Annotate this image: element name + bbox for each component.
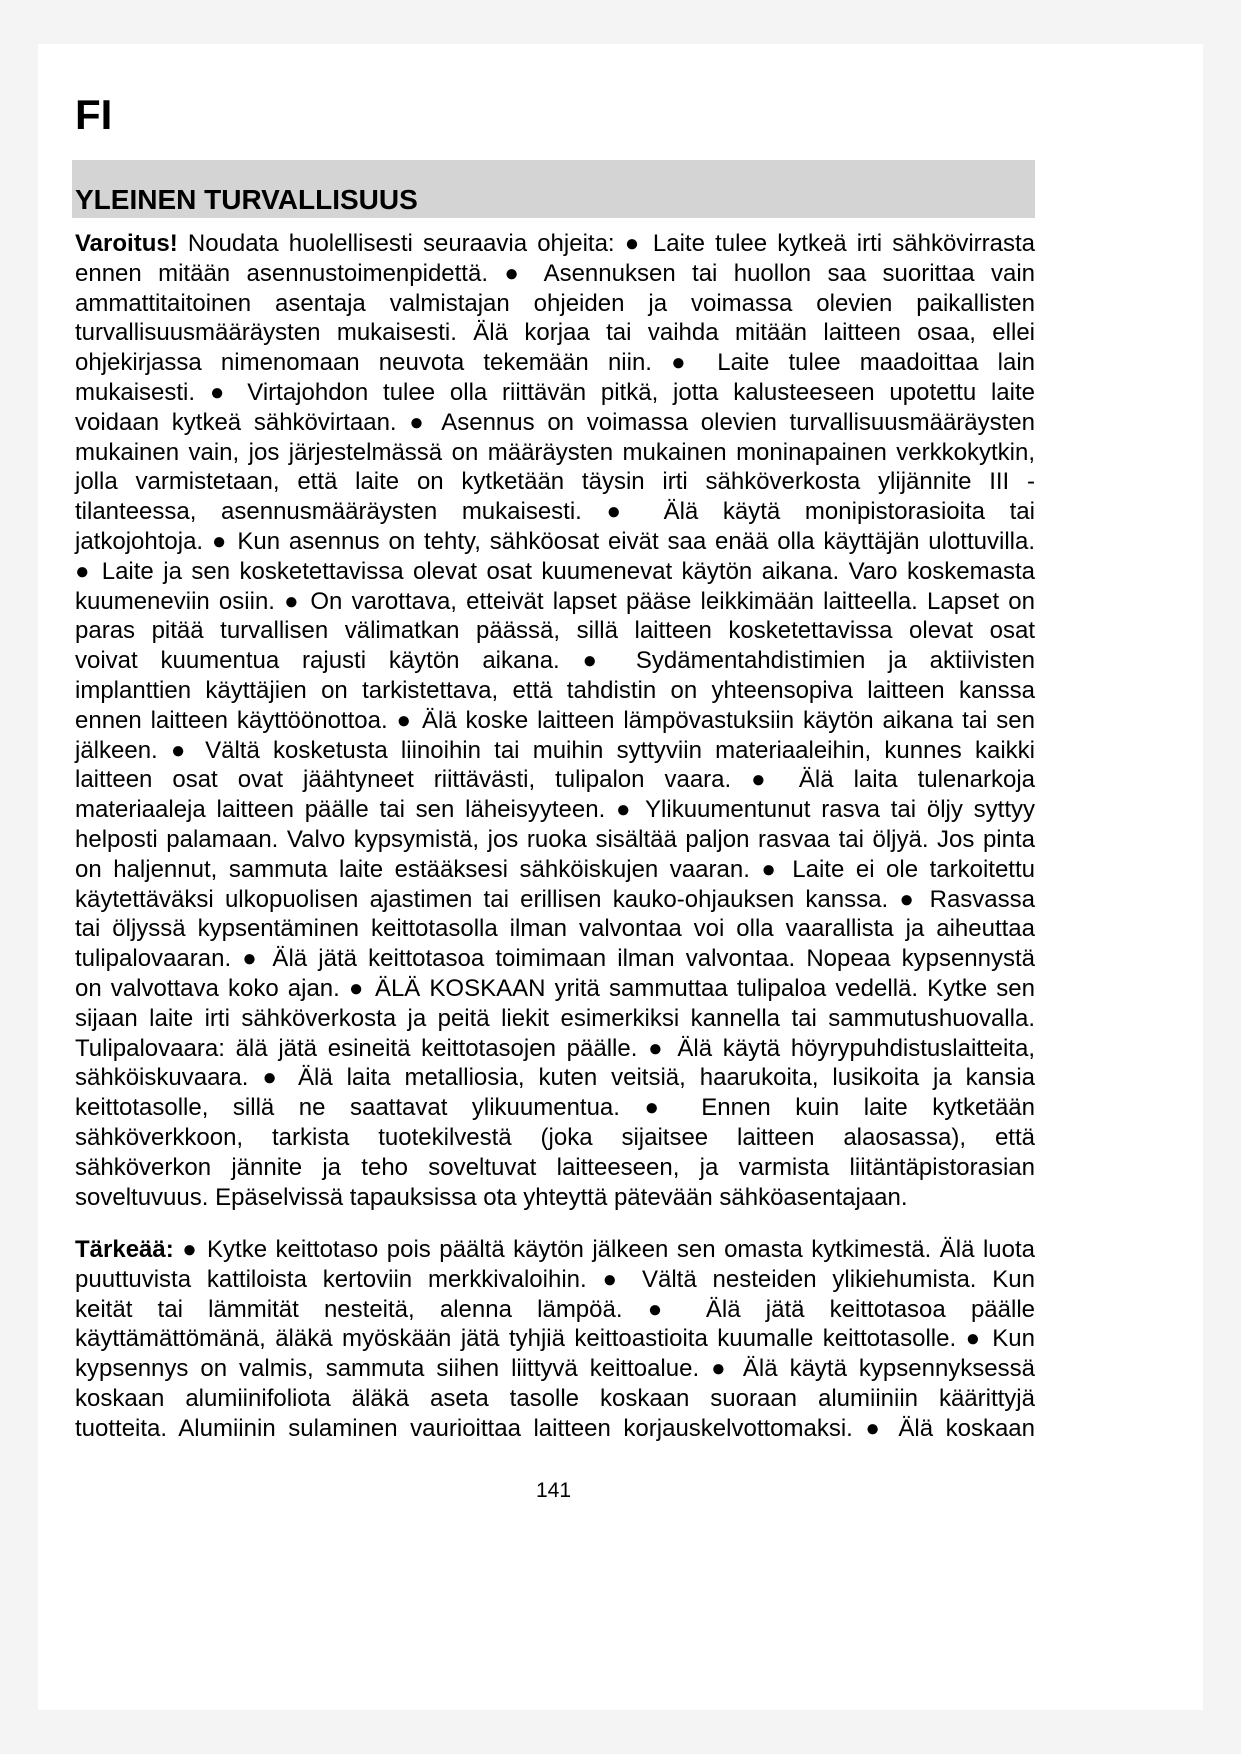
warning-text-line: kuumeneviin osiin. ● On varottava, etteivät lapset pääse leikkimään laitteella. Lapset on [75, 587, 1035, 615]
important-text-line: käyttämättömänä, äläkä myöskään jätä tyhjiä keittoastioita kuumalle keittotasolle. ● Kun [75, 1325, 1035, 1353]
warning-text-line: käytettäväksi ulkopuolisen ajastimen tai erillisen kauko-ohjauksen kanssa. ● Rasvassa [75, 885, 1035, 913]
warning-text-line [75, 229, 1035, 259]
warning-text-line: ohjekirjassa nimenomaan neuvota tekemään niin. ● Laite tulee maadoittaa lain [75, 349, 1035, 377]
warning-text-line: Tulipalovaara: älä jätä esineitä keittotasojen päälle. ● Älä käytä höyrypuhdistuslaitteita, [75, 1034, 1035, 1062]
warning-text-line: sähköverkon jännite ja teho soveltuvat laitteeseen, ja varmista liitäntäpistorasian [75, 1153, 1035, 1181]
warning-text-line: mukainen vain, jos järjestelmässä on määräysten mukainen moninapainen verkkokytkin, [75, 438, 1035, 466]
warning-text-line: paras pitää turvallisen välimatkan päässä, sillä laitteen kosketettavissa olevat osat [75, 617, 1035, 645]
language-code: FI [75, 91, 113, 138]
warning-text-line: voidaan kytkeä sähkövirtaan. ● Asennus on voimassa olevien turvallisuusmääräysten [75, 408, 1035, 436]
warning-text-line: keittotasolle, sillä ne saattavat ylikuumentua. ● Ennen kuin laite kytketään [75, 1094, 1035, 1122]
warning-text-line: tulipalovaaran. ● Älä jätä keittotasoa toimimaan ilman valvontaa. Nopeaa kypsennystä [75, 945, 1035, 973]
important-text-line: tuotteita. Alumiinin sulaminen vaurioittaa laitteen korjauskelvottomaksi. ● Älä koskaan [75, 1414, 1035, 1442]
warning-text-line: sähköiskuvaara. ● Älä laita metalliosia, kuten veitsiä, haarukoita, lusikoita ja kansia [75, 1064, 1035, 1092]
section-title: YLEINEN TURVALLISUUS [75, 184, 418, 215]
warning-text-line: tai öljyssä kypsentäminen keittotasolla ilman valvontaa voi olla vaarallista ja aiheuttaa [75, 915, 1035, 943]
warning-label: Varoitus! [75, 230, 178, 257]
warning-text-line: voivat kuumentua rajusti käytön aikana. ● Sydämentahdistimien ja aktiivisten [75, 647, 1035, 675]
important-paragraph [75, 1235, 1035, 1444]
warning-text-line: sähköverkkoon, tarkista tuotekilvestä (joka sijaitsee laitteen alaosassa), että [75, 1123, 1035, 1151]
section-header-bar [72, 160, 1035, 218]
warning-text-line: on haljennut, sammuta laite estääksesi sähköiskujen vaaran. ● Laite ei ole tarkoitettu [75, 855, 1035, 883]
important-label: Tärkeää: [75, 1236, 174, 1263]
warning-line-text: Noudata huolellisesti seuraavia ohjeita: ● Laite tulee kytkeä irti sähkövirrasta [187, 230, 1035, 257]
warning-text-line: ammattitaitoinen asentaja valmistajan ohjeiden ja voimassa olevien paikallisten [75, 289, 1035, 317]
important-text-line: koskaan alumiinifoliota äläkä aseta tasolle koskaan suoraan alumiiniin käärittyjä [75, 1384, 1035, 1412]
warning-text-line: jolla varmistetaan, että laite on kytketään täysin irti sähköverkosta ylijännite III - [75, 468, 1035, 496]
important-line-text: ● Kytke keittotaso pois päältä käytön jälkeen sen omasta kytkimestä. Älä luota [182, 1236, 1036, 1263]
warning-text-line: soveltuvuus. Epäselvissä tapauksissa ota yhteyttä pätevään sähköasentajaan. [75, 1183, 908, 1211]
important-text-line: keität tai lämmität nesteitä, alenna lämpöä. ● Älä jätä keittotasoa päälle [75, 1295, 1035, 1323]
warning-text-line: turvallisuusmääräysten mukaisesti. Älä korjaa tai vaihda mitään laitteen osaa, ellei [75, 319, 1035, 347]
warning-text-line: ennen mitään asennustoimenpidettä. ● Asennuksen tai huollon saa suorittaa vain [75, 259, 1035, 287]
warning-text-line: tilanteessa, asennusmääräysten mukaisesti. ● Älä käytä monipistorasioita tai [75, 498, 1035, 526]
warning-text-line: helposti palamaan. Valvo kypsymistä, jos ruoka sisältää paljon rasvaa tai öljyä. Jos pinta [75, 825, 1035, 853]
warning-text-line: jatkojohtoja. ● Kun asennus on tehty, sähköosat eivät saa enää olla käyttäjän ulottuvilla. [75, 527, 1035, 555]
page-number: 141 [535, 1479, 572, 1502]
warning-text-line: implanttien käyttäjien on tarkistettava, että tahdistin on yhteensopiva laitteen kanssa [75, 676, 1035, 704]
warning-paragraph [75, 229, 1035, 1212]
warning-text-line: laitteen osat ovat jäähtyneet riittävästi, tulipalon vaara. ● Älä laita tulenarkoja [75, 766, 1035, 794]
warning-text-line: on valvottava koko ajan. ● ÄLÄ KOSKAAN yritä sammuttaa tulipaloa vedellä. Kytke sen [75, 974, 1035, 1002]
important-text-line: kypsennys on valmis, sammuta siihen liittyvä keittoalue. ● Älä käytä kypsennyksessä [75, 1355, 1035, 1383]
warning-text-line: ennen laitteen käyttöönottoa. ● Älä koske laitteen lämpövastuksiin käytön aikana tai sen [75, 706, 1035, 734]
warning-text-line: materiaaleja laitteen päälle tai sen läheisyyteen. ● Ylikuumentunut rasva tai öljy syttyy [75, 796, 1035, 824]
warning-text-line: ● Laite ja sen kosketettavissa olevat osat kuumenevat käytön aikana. Varo koskemasta [75, 557, 1035, 585]
warning-text-line: mukaisesti. ● Virtajohdon tulee olla riittävän pitkä, jotta kalusteeseen upotettu laite [75, 378, 1035, 406]
important-text-line [75, 1235, 1035, 1265]
warning-text-line: sijaan laite irti sähköverkosta ja peitä liekit esimerkiksi kannella tai sammutushuovalla. [75, 1004, 1035, 1032]
important-text-line: puuttuvista kattiloista kertoviin merkkivaloihin. ● Vältä nesteiden ylikiehumista. Kun [75, 1265, 1035, 1293]
warning-text-line: jälkeen. ● Vältä kosketusta liinoihin tai muihin syttyviin materiaaleihin, kunnes kaikki [75, 736, 1035, 764]
